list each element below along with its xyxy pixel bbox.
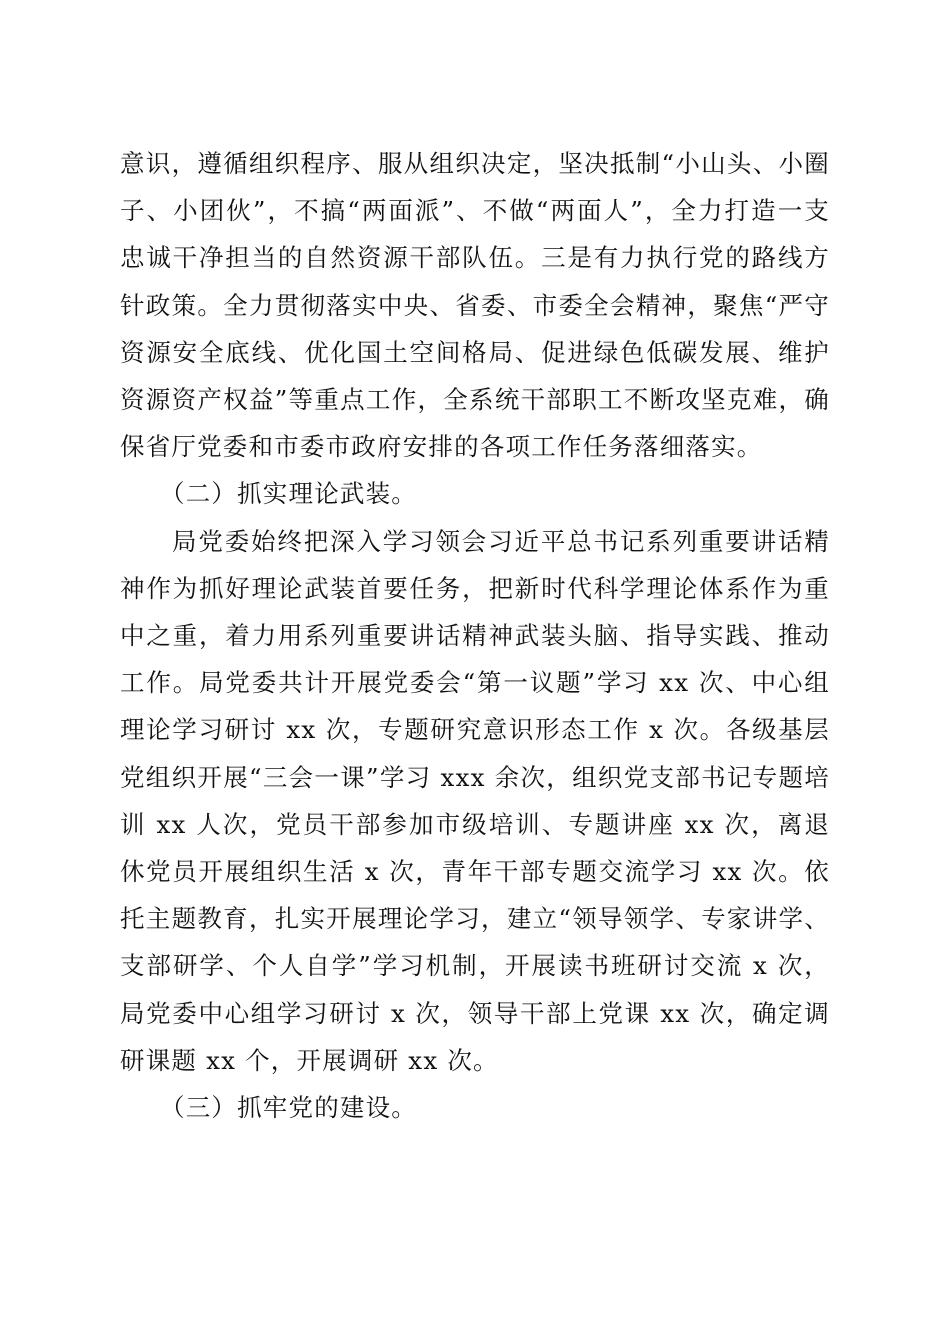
- section-heading-2: （二）抓实理论武装。: [160, 479, 417, 509]
- paragraph-continuation: 意识，遵循组织程序、服从组织决定，坚决抵制“小山头、小圈子、小团伙”，不搞“两面派”、不做“两面人”，全力打造一支忠诚干净担当的自然资源干部队伍。三是有力执行党的路线方针政策。全力贯彻落实中央、省委、市委全会精神，聚焦“严守资源安全底线、优化国土空间格局、促进绿色低碳发展、维护资源资产权益”等重点工作，全系统干部职工不断攻坚克难，确保省厅党委和市委市政府安排的各项工作任务落细落实。: [120, 149, 830, 462]
- document-body: [120, 140, 830, 1131]
- section-heading-3: （三）抓牢党的建设。: [160, 1093, 417, 1123]
- section-2-body: 局党委始终把深入学习领会习近平总书记系列重要讲话精神作为抓好理论武装首要任务，把新时代科学理论体系作为重中之重，着力用系列重要讲话精神武装头脑、指导实践、推动工作。局党委共计开展党委会“第一议题”学习 xx 次、中心组理论学习研讨 xx 次，专题研究意识形态工作 x 次。各级基层党组织开展“三会一课”学习 xxx 余次，组织党支部书记专题培训 xx 人次，党员干部参加市级培训、专题讲座 xx 次，离退休党员开展组织生活 x 次，青年干部专题交流学习 xx 次。依托主题教育，扎实开展理论学习，建立“领导领学、专家讲学、支部研学、个人自学”学习机制，开展读书班研讨交流 x 次，局党委中心组学习研讨 x 次，领导干部上党课 xx 次，确定调研课题 xx 个，开展调研 xx 次。: [120, 526, 830, 1075]
